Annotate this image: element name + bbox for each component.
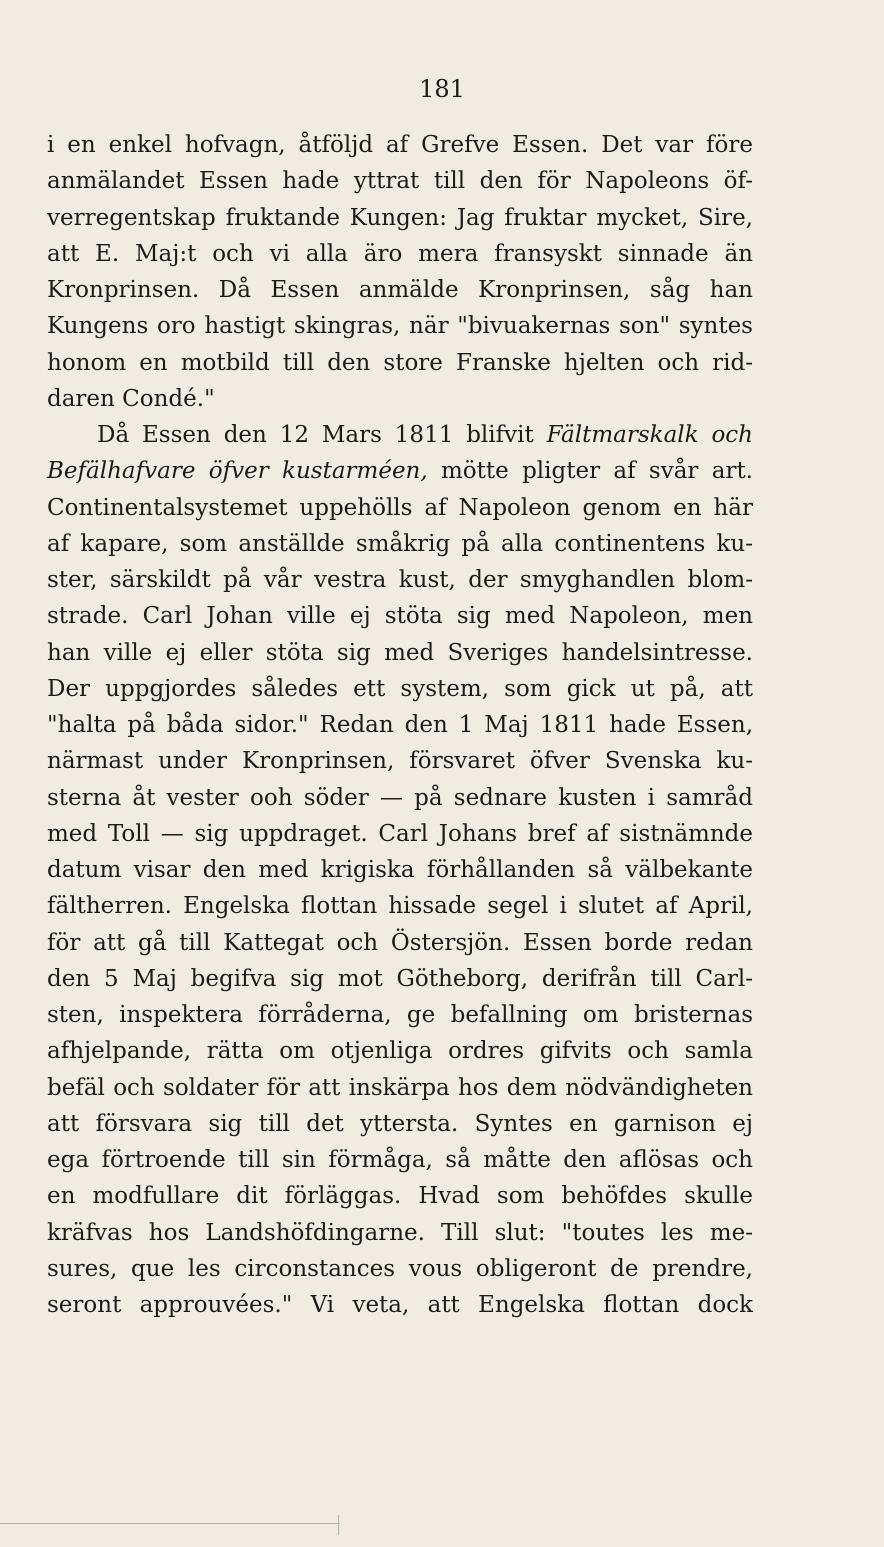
text-line: i en enkel hofvagn, åtföljd af Grefve Essen. Det var före bbox=[47, 132, 753, 158]
text-line: befäl och soldater för att inskärpa hos dem nödvändigheten bbox=[47, 1074, 753, 1101]
text-line: honom en motbild till den store Franske hjelten och rid- bbox=[47, 349, 753, 376]
text-line: ega förtroende till sin förmåga, så måtte den aflösas och bbox=[47, 1147, 753, 1173]
text-line: för att gå till Kattegat och Östersjön. Essen borde redan bbox=[47, 929, 753, 956]
text-line: anmälandet Essen hade yttrat till den för Napoleons öf- bbox=[47, 168, 753, 195]
text-line: med Toll — sig uppdraget. Carl Johans bref af sistnämnde bbox=[47, 820, 753, 847]
text-line: kräfvas hos Landshöfdingarne. Till slut: "toutes les me- bbox=[47, 1219, 753, 1246]
text-line: en modfullare dit förläggas. Hvad som behöfdes skulle bbox=[47, 1183, 753, 1210]
text-segment: mötte pligter af svår art. bbox=[427, 458, 753, 485]
text-line: ster, särskildt på vår vestra kust, der smyghandlen blom- bbox=[47, 567, 753, 593]
italic-title: Fältmarskalk och bbox=[546, 422, 753, 448]
text-line: "halta på båda sidor." Redan den 1 Maj 1811 hade Essen, bbox=[47, 712, 753, 738]
text-line: den 5 Maj begifva sig mot Götheborg, derifrån till Carl- bbox=[47, 965, 753, 992]
text-line: han ville ej eller stöta sig med Sveriges handelsintresse. bbox=[47, 639, 753, 666]
text-line: verregentskap fruktande Kungen: Jag fruktar mycket, Sire, bbox=[47, 204, 753, 231]
body-text bbox=[47, 127, 753, 1323]
text-line: sures, que les circonstances vous obligeront de prendre, bbox=[47, 1255, 753, 1282]
text-line: datum visar den med krigiska förhållanden så välbekante bbox=[47, 857, 753, 883]
text-line: daren Condé." bbox=[47, 385, 215, 412]
text-line bbox=[47, 417, 753, 453]
italic-title: Befälhafvare öfver kustarméen, bbox=[47, 458, 428, 485]
text-line: att E. Maj:t och vi alla äro mera fransyskt sinnade än bbox=[47, 240, 753, 267]
footer-rule bbox=[0, 1523, 340, 1524]
text-line bbox=[47, 453, 753, 489]
page-number: 181 bbox=[419, 75, 465, 103]
text-segment: Då Essen den 12 Mars 1811 blifvit bbox=[97, 422, 547, 448]
text-line: Kronprinsen. Då Essen anmälde Kronprinsen, såg han bbox=[47, 277, 753, 303]
text-line: att försvara sig till det yttersta. Syntes en garnison ej bbox=[47, 1110, 753, 1137]
footer-rule-tick bbox=[338, 1515, 339, 1535]
text-line: sten, inspektera förråderna, ge befallning om bristernas bbox=[47, 1002, 753, 1028]
text-line: fältherren. Engelska flottan hissade segel i slutet af April, bbox=[47, 893, 753, 920]
text-line: Der uppgjordes således ett system, som gick ut på, att bbox=[47, 675, 753, 702]
text-line: seront approuvées." Vi veta, att Engelska flottan dock bbox=[47, 1292, 753, 1318]
text-line: Continentalsystemet uppehölls af Napoleon genom en här bbox=[47, 494, 753, 521]
text-line: närmast under Kronprinsen, försvaret öfver Svenska ku- bbox=[47, 748, 753, 775]
text-line: sterna åt vester ooh söder — på sednare kusten i samråd bbox=[47, 784, 753, 811]
text-line: Kungens oro hastigt skingras, när "bivuakernas son" syntes bbox=[47, 313, 753, 340]
text-line: afhjelpande, rätta om otjenliga ordres gifvits och samla bbox=[47, 1038, 753, 1065]
text-line: af kapare, som anställde småkrig på alla continentens ku- bbox=[47, 530, 753, 557]
text-line: strade. Carl Johan ville ej stöta sig med Napoleon, men bbox=[47, 603, 753, 630]
